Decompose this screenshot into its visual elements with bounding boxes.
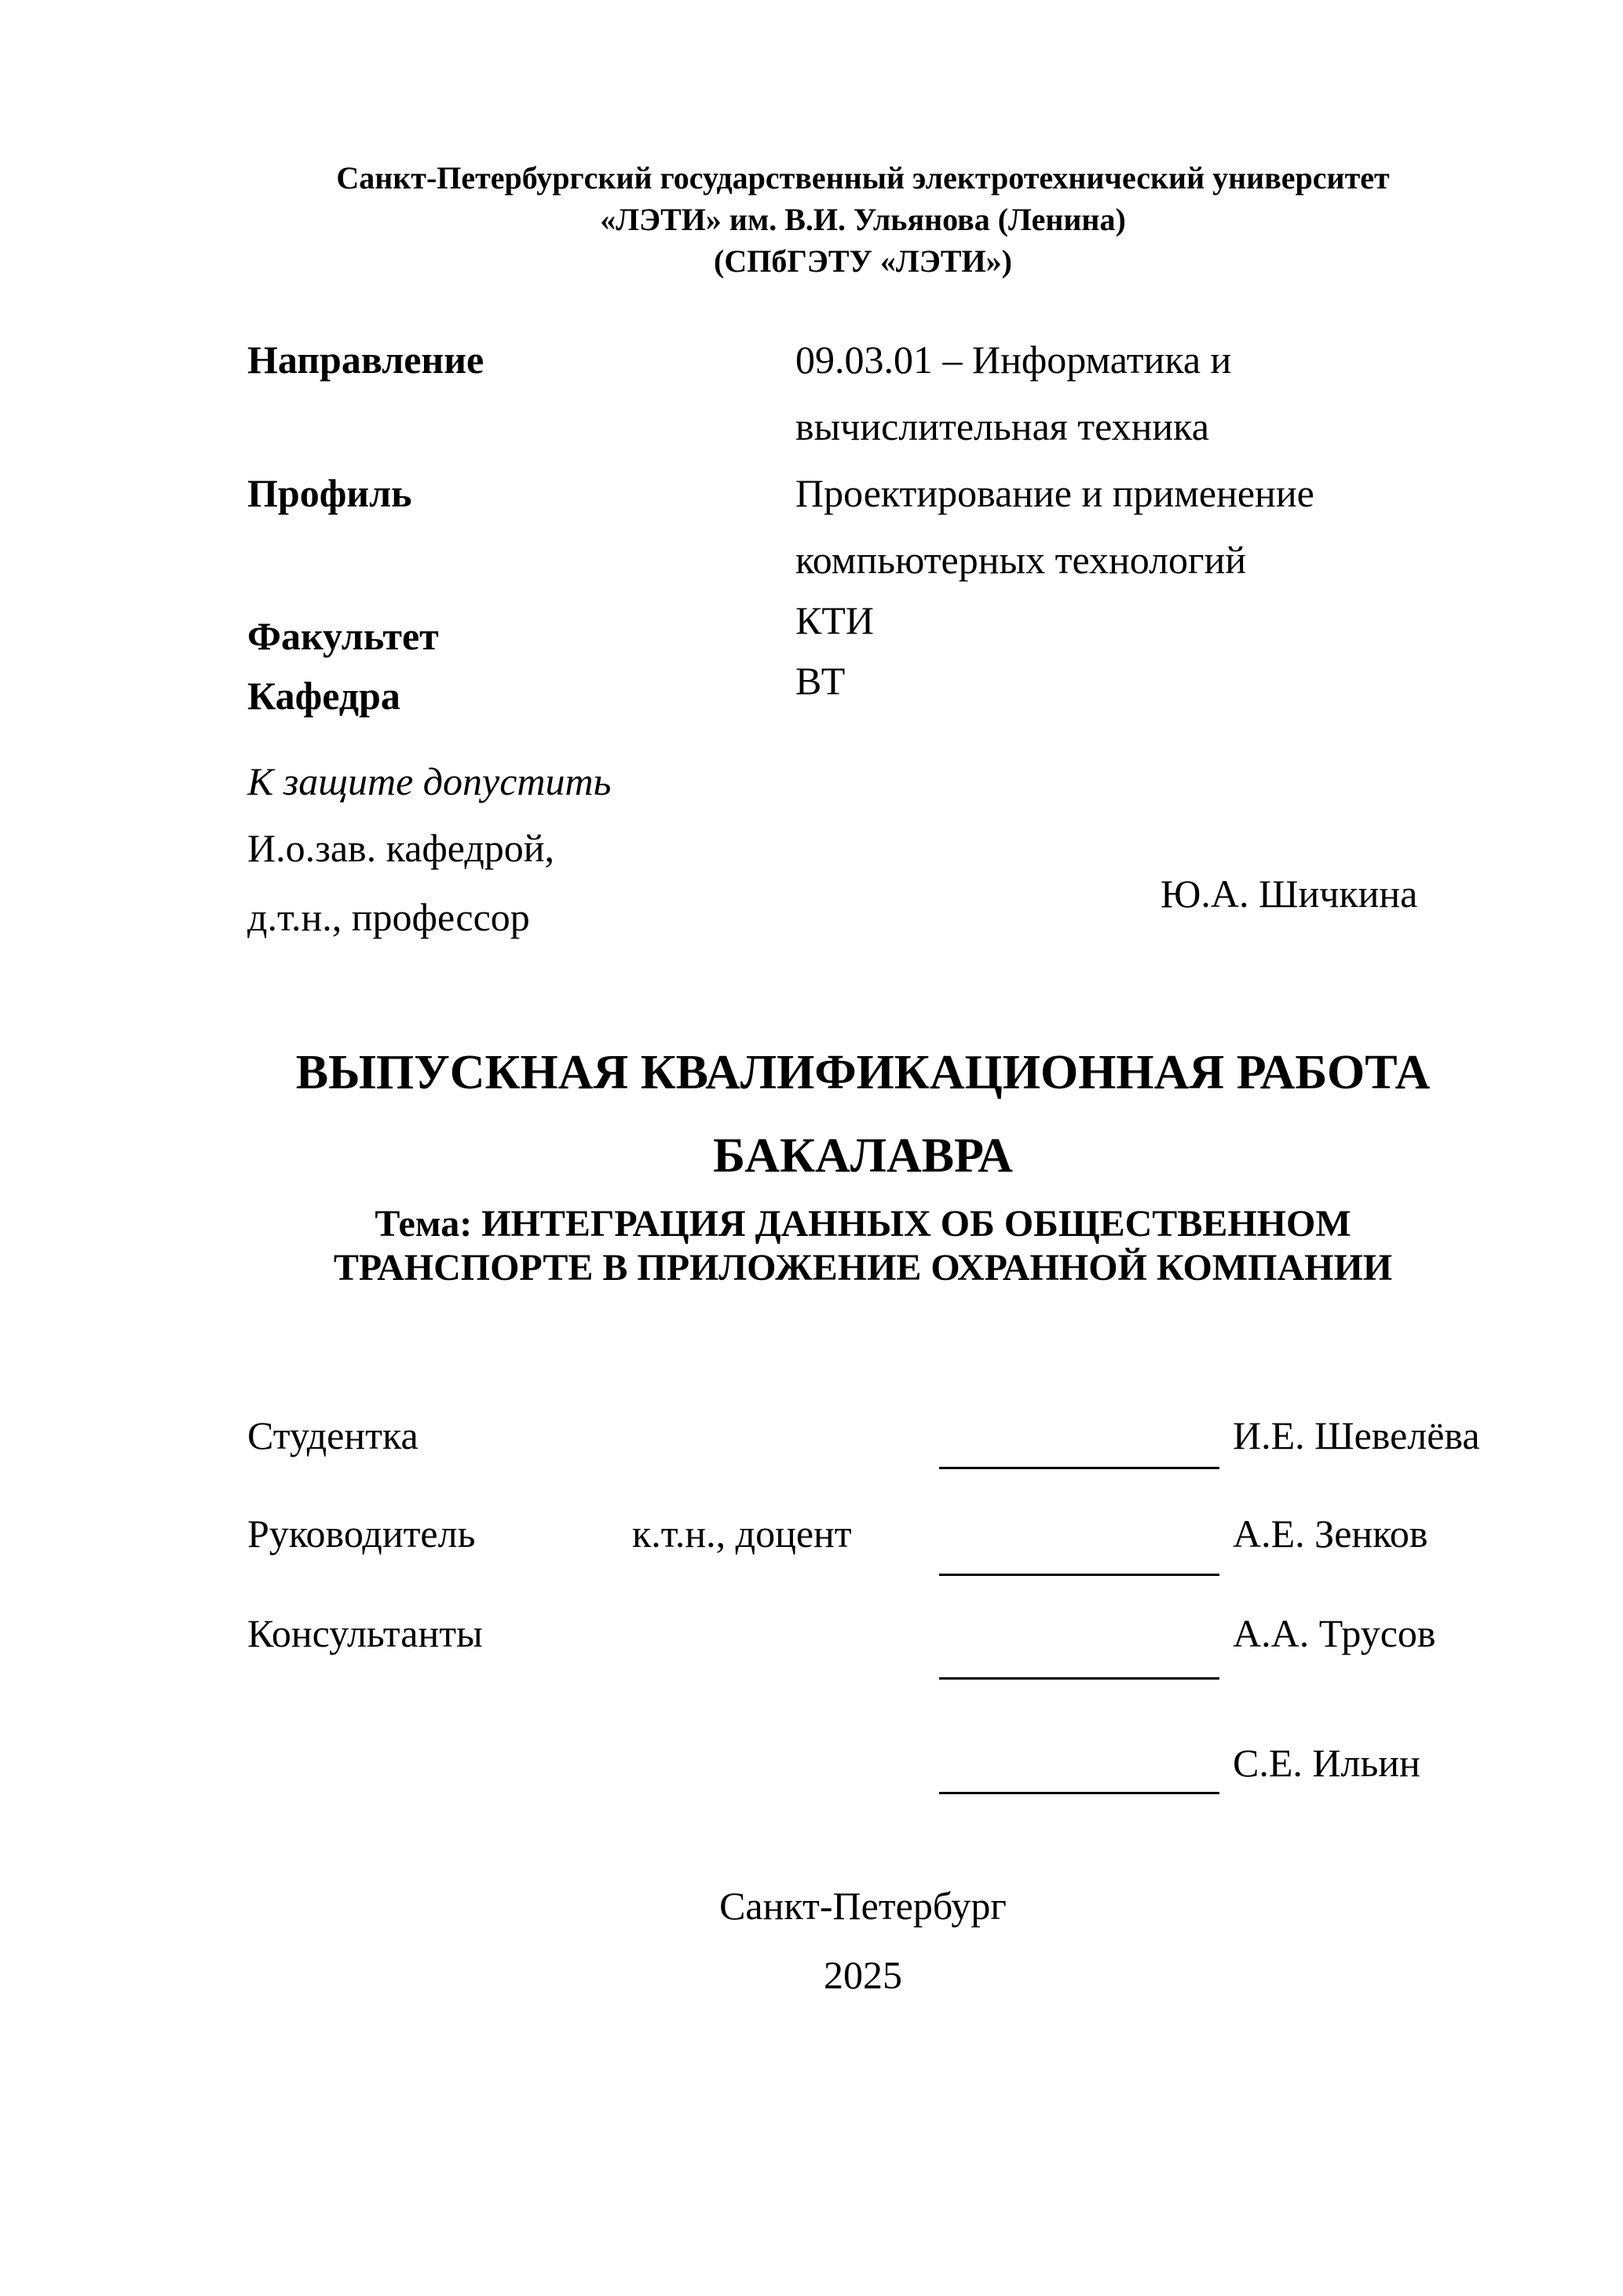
program-row-value-napravlenie-line2: вычислительная техника bbox=[795, 404, 1209, 448]
footer-city: Санкт-Петербург bbox=[719, 1884, 1007, 1928]
signature-line-student bbox=[939, 1467, 1219, 1469]
university-name-line2: «ЛЭТИ» им. В.И. Ульянова (Ленина) bbox=[600, 202, 1126, 237]
approval-note: К защите допустить bbox=[247, 759, 612, 803]
program-row-label-fakultet: Факультет bbox=[247, 614, 439, 658]
footer-year: 2025 bbox=[824, 1953, 902, 1997]
signature-role-supervisor: Руководитель bbox=[247, 1512, 476, 1556]
signature-role-student: Студентка bbox=[247, 1413, 419, 1457]
approval-position-line2: д.т.н., профессор bbox=[247, 895, 530, 939]
program-row-label-kafedra: Кафедра bbox=[247, 674, 400, 718]
signature-name-student: И.Е. Шевелёва bbox=[1233, 1413, 1480, 1457]
signature-name-supervisor: А.Е. Зенков bbox=[1233, 1512, 1428, 1556]
signature-line-consultant2 bbox=[939, 1792, 1219, 1794]
signature-name-consultant2: С.Е. Ильин bbox=[1233, 1741, 1420, 1785]
approval-position-line1: И.о.зав. кафедрой, bbox=[247, 826, 555, 870]
thesis-title-line1: ВЫПУСКНАЯ КВАЛИФИКАЦИОННАЯ РАБОТА bbox=[295, 1046, 1431, 1099]
program-row-value-profil-line2: компьютерных технологий bbox=[795, 538, 1247, 582]
program-row-value-profil-line1: Проектирование и применение bbox=[795, 471, 1314, 515]
thesis-topic-line1: Тема: ИНТЕГРАЦИЯ ДАННЫХ ОБ ОБЩЕСТВЕННОМ bbox=[375, 1203, 1351, 1245]
thesis-topic-line2: ТРАНСПОРТЕ В ПРИЛОЖЕНИЕ ОХРАННОЙ КОМПАНИИ bbox=[333, 1247, 1393, 1289]
program-row-label-profil: Профиль bbox=[247, 471, 412, 515]
signature-qualification-supervisor: к.т.н., доцент bbox=[632, 1512, 852, 1556]
university-header bbox=[247, 157, 1479, 282]
program-row-value-napravlenie-line1: 09.03.01 – Информатика и bbox=[795, 338, 1232, 382]
signature-line-supervisor bbox=[939, 1574, 1219, 1576]
thesis-title-line2: БАКАЛАВРА bbox=[713, 1129, 1013, 1183]
approver-name: Ю.А. Шичкина bbox=[1161, 872, 1418, 916]
signature-line-consultant1 bbox=[939, 1677, 1219, 1680]
program-row-label-napravlenie: Направление bbox=[247, 338, 484, 382]
signature-name-consultant1: А.А. Трусов bbox=[1233, 1611, 1436, 1655]
program-row-value-kafedra: ВТ bbox=[795, 659, 846, 703]
program-row-value-fakultet: КТИ bbox=[795, 598, 874, 642]
signature-role-consultants: Консультанты bbox=[247, 1611, 483, 1655]
university-name-line3: (СПбГЭТУ «ЛЭТИ») bbox=[714, 243, 1012, 279]
university-name-line1: Санкт-Петербургский государственный электротехнический университет bbox=[336, 160, 1390, 196]
